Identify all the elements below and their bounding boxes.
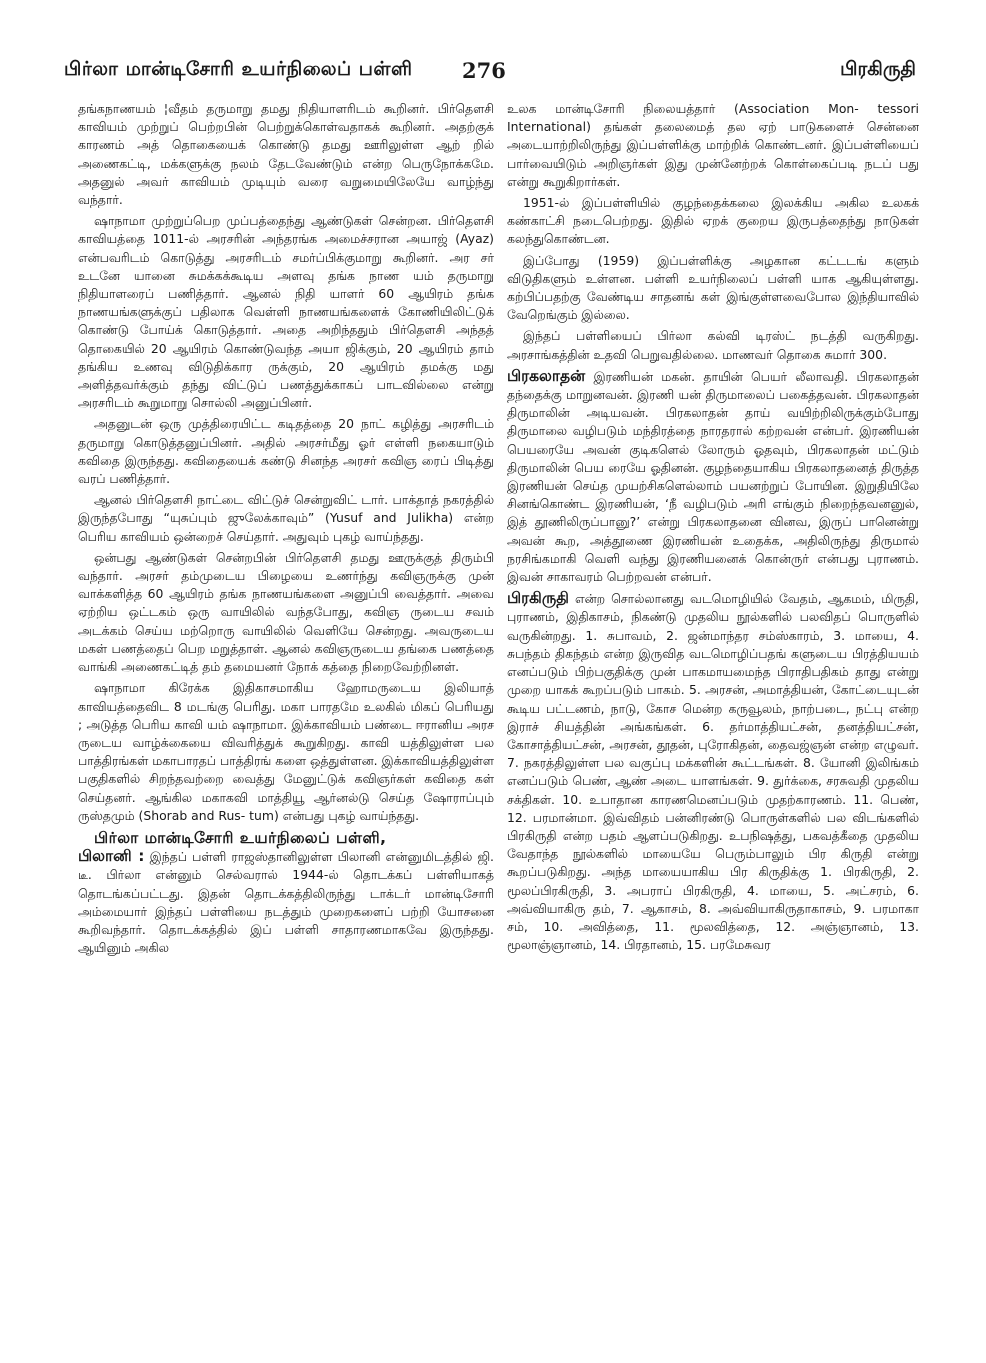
paragraph: ஆனல் பிர்தௌசி நாட்டை விட்டுச் சென்றுவிட் டார். பாக்தாத் நகரத்தில் இருந்தபோது “யுசுப்பும் ஜுலேக்காவும்” (Yusuf and Julikha) என்ற பெரிய காவியம் ஒன்றைச் செய்தார். அதுவும் புகழ் வாய்ந்தது.: [78, 492, 494, 544]
running-title: பிர்லா மான்டிசோரி உயர்நிலைப் பள்ளி: [64, 58, 413, 80]
paragraph: 1951-ல் இப்பள்ளியில் குழந்தைக்கலை இலக்கிய அகில உலகக் கண்காட்சி நடைபெற்றது. இதில் ஏறக் குறைய இருபத்தைந்து நாடுகள் கலந்துகொண்டன.: [507, 195, 919, 247]
paragraph: ஒன்பது ஆண்டுகள் சென்றபின் பிர்தௌசி தமது ஊருக்குத் திரும்பி வந்தார். அரசர் தம்முடைய பிழையை உணர்ந்து கவிஞருக்கு முன் வாக்களித்த 60 ஆயிரம் தங்க நாணயங்களை அனுப்பி வைத்தார். அவை ஏற்றிய ஒட்டகம் ஒரு வாயிலில் வந்தபோது, கவிஞ ருடைய சவம் அடக்கம் செய்ய மற்றொரு வாயிலில் வெளியே சென்றது. அவருடைய மகள் பணத்தைப் பெற மறுத்தாள். ஆனல் கவிஞருடைய தங்கை பணத்தை வாங்கி அணைகட்டித் தம் தமையனர் நோக் கத்தை நிறைவேற்றினள்.: [78, 549, 494, 675]
paragraph: ஷாநாமா முற்றுப்பெற முப்பத்தைந்து ஆண்டுகள் சென்றன. பிர்தௌசி காவியத்தை 1011-ல் அரசரின் அந்தரங்க அமைச்சரான அயாஜ் (Ayaz) என்பவரிடம் கொடுத்து அரசரிடம் சமர்ப்பிக்குமாறு கூறினர். அர சர் உடனே யானை சுமக்கக்கூடிய அளவு தங்க நாண யம் தருமாறு நிதியாளரைப் பணித்தார். ஆனல் நிதி யாளர் 60 ஆயிரம் தங்க நாணயங்களுக்குப் பதிலாக வெள்ளி நாணயங்களைக் கோணியிலிட்டுக் கொண்டு போய்க் கொடுத்தார். அதை அறிந்ததும் பிர்தௌசி அந்தத் தொகையில் 20 ஆயிரம் கொண்டுவந்த அயா ஜிக்கும், 20 ஆயிரம் தாம் தங்கிய உணவு விடுதிக்கார ருக்கும், 20 ஆயிரம் தமக்கு மது அளித்தவர்க்கும் தந்து விட்டுப் பணத்துக்காகப் பாடவில்லை என்று அரசரிடம் கூறுமாறு சொல்லி அனுப்பினர்.: [78, 213, 494, 411]
entry-paragraph: [507, 589, 919, 954]
left-column: [78, 100, 494, 1340]
page-number: 276: [462, 58, 506, 83]
entry-text: என்ற சொல்லானது வடமொழியில் வேதம், ஆகமம், மிருதி, புராணம், இதிகாசம், நிகண்டு முதலிய நூல்களில் பலவிதப் பொருளில் வருகின்றது. 1. சுபாவம், 2. ஜன்மாந்தர சம்ஸ்காரம், 3. மாயை, 4. சுபந்தம் திகந்தம் என்ற இருவித வடமொழிப்பதங் களுடைய பிரத்தியயம் எனப்படும் பிற்பகுதிக்கு முன் பாகமாயமைந்த பிராதிபதிகம் தாது என்று முறை யாகக் கூறப்படும் பாகம். 5. அரசன், அமாத்தியன், கோட்டையுடன் கூடிய பட்டணம், நாடு, கோச மென்ற கருவூலம், நாற்படை, நட்பு என்ற இராச் சியத்தின் அங்கங்கள். 6. தர்மாத்தியட்சன், தனத்தியட்சன், கோசாத்தியட்சன், அரசன், தூதன், புரோகிதன், தைவஜ்ஞன் என்ற எழுவர். 7. நகரத்திலுள்ள பல வகுப்பு மக்களின் கூட்டங்கள். 8. யோனி இலிங்கம் எனப்படும் பெண், ஆண் அடை யாளங்கள். 9. துர்க்கை, சரசுவதி முதலிய சக்திகள். 10. உபாதான காரணமெனப்படும் முதற்காரணம். 11. பெண், 12. பரமான்மா. இவ்விதம் பன்னிரண்டு பொருள்களில் பல விடங்களில் பிரகிருதி என்ற பதம் ஆளப்படுகிறது. உபநிஷத்து, பகவத்கீதை முதலிய வேதாந்த நூல்களில் மாயையே பெரும்பாலும் பிர கிருதி என்று கூறப்படுகிறது. அந்த மாயையாகிய பிர கிருதிக்கு 1. பிரகிருதி, 2. மூலப்பிரகிருதி, 3. அபராப் பிரகிருதி, 4. மாயை, 5. அட்சரம், 6. அவ்வியாகிரு தம், 7. ஆகாசம், 8. அவ்வியாகிருதாகாசம், 9. பரமாகா சம், 10. அவித்தை, 11. மூலவித்தை, 12. அஞ்ஞானம், 13. மூலாஞ்ஞானம், 14. பிரதானம், 15. பரமேசுவர: [507, 591, 919, 953]
entry-text: இரணியன் மகன். தாயின் பெயர் லீலாவதி. பிரகலாதன் தந்தைக்கு மாறுனவன். இரணி யன் திருமாலைப் பகைத்தவன். பிரகலாதன் திருமாலின் அடியவன். பிரகலாதன் தாய் வயிற்றிலிருக்கும்போது திருமாலை வழிபடும் மந்திரத்தை நாரதரால் கற்றவன் என்பர். இரணியன் பெயரையே அவன் குடிகளெல் லோரும் ஓதவும், பிரகலாதன் மட்டும் திருமாலின் பெய ரையே ஓதினன். குழந்தையாகிய பிரகலாதனைத் திருத்த இரணியன் செய்த முயற்சிகளெல்லாம் பயனற்றுப் போயின. இறுதியிலே சினங்கொண்ட இரணியன், ‘நீ வழிபடும் அரி எங்கும் நிறைந்தவனனுல், இத் தூணிலிருப்பானு?’ என்று பிரகலாதனை வினவ, இருப் பானென்று அவன் கூற, அத்தூணை இரணியன் உதைக்க, அதிலிருந்து திருமால் நரசிங்கமாகி வெளி வந்து இரணியனைக் கொன்ருர் என்பது புராணம். இவன் சாகாவரம் பெற்றவன் என்பர்.: [507, 368, 919, 585]
paragraph: ஷாநாமா கிரேக்க இதிகாசமாகிய ஹோமருடைய இலியாத் காவியத்தைவிட 8 மடங்கு பெரிது. மகா பாரதமே உலகில் மிகப் பெரியது ; அடுத்த பெரிய காவி யம் ஷாநாமா. இக்காவியம் பண்டை ஈரானிய அரச ருடைய வாழ்க்கையை விவரித்துக் கூறுகிறது. காவி யத்திலுள்ள பல பாத்திரங்கள் மகாபாரதப் பாத்திரங் களை ஒத்துள்ளன. இக்காவியத்திலுள்ள பகுதிகளில் சிறந்தவற்றை வைத்து மேனுட்டுக் கவிஞர்கள் கவிதை கள் செய்தனர். ஆங்கில மகாகவி மாத்தியூ ஆர்னல்டு செய்த ஷோராப்பும் ருஸ்தமும் (Shorab and Rus- tum) என்பது புகழ் வாய்ந்தது.: [78, 680, 494, 823]
entry-term: பிரகிருதி: [507, 589, 569, 608]
page-header: [64, 58, 916, 90]
entry-paragraph: [507, 367, 919, 586]
entry-term: பிலானி :: [78, 847, 145, 866]
paragraph: இந்தப் பள்ளியைப் பிர்லா கல்வி டிரஸ்ட் நடத்தி வருகிறது. அரசாங்கத்தின் உதவி பெறுவதில்லை. மாணவர் தொகை சுமார் 300.: [507, 328, 919, 362]
entry-heading: பிர்லா மான்டிசோரி உயர்நிலைப் பள்ளி,: [94, 828, 387, 847]
entry-text: இந்தப் பள்ளி ராஜஸ்தானிலுள்ள பிலானி என்னுமிடத்தில் ஜி. டீ. பிர்லா என்னும் செல்வரால் 1944-ல் தொடக்கப் பள்ளியாகத் தொடங்கப்பட்டது. இதன் தொடக்கத்திலிருந்து டாக்டர் மான்டிசோரி அம்மையார் இந்தப் பள்ளியை நடத்தும் முறைகளைப் பற்றி யோசனை கூறிவந்தார். தொடக்கத்தில் இப் பள்ளி சாதாரணமாகவே இருந்தது. ஆயினும் அகில: [78, 849, 494, 956]
right-column: [507, 100, 919, 1340]
paragraph: தங்கநாணயம் ¦வீதம் தருமாறு தமது நிதியாளரிடம் கூறினர். பிர்தௌசி காவியம் முற்றுப் பெற்றபின் பெற்றுக்கொள்வதாகக் கூறினர். அதற்குக் காரணம் அத் தொகையைக் கொண்டு தமது ஊரிலுள்ள ஆற் றில் அணைகட்டி, மக்களுக்கு நலம் தேடவேண்டும் என்ற பெருநோக்கமே. அதனுல் அவர் காவியம் முடியும் வரை வறுமையிலேயே வாழ்ந்து வந்தார்.: [78, 101, 494, 208]
paragraph: உலக மான்டிசோரி நிலையத்தார் (Association Mon- tessori International) தங்கள் தலைமைத் தல ஏற் பாடுகளைச் சென்னை அடையாற்றிலிருந்து இப்பள்ளிக்கு மாற்றிக் கொண்டனர். இப்பள்ளியைப் பார்வையிடும் அறிஞர்கள் இது முன்னேற்றக் கொள்கைப்படி நடப் பது என்று கூறுகிறார்கள்.: [507, 101, 919, 189]
entry-paragraph: [78, 847, 494, 957]
entry-term: பிரகலாதன்: [507, 366, 586, 385]
paragraph: அதனுடன் ஒரு முத்திரையிட்ட கடிதத்தை 20 நாட் கழித்து அரசரிடம் தருமாறு கொடுத்தனுப்பினர். அதில் அரசர்மீது ஓர் எள்ளி நகையாடும் கவிதை இருந்தது. கவிதையைக் கண்டு சினந்த அரசர் கவிஞ ரைப் பிடித்து வரப் பணித்தார்.: [78, 416, 494, 487]
right-running-title: பிரகிருதி: [840, 58, 916, 80]
paragraph: இப்போது (1959) இப்பள்ளிக்கு அழகான கட்டடங் களும் விடுதிகளும் உள்ளன. பள்ளி உயர்நிலைப் பள்ளி யாக ஆகியுள்ளது. கற்பிப்பதற்கு வேண்டிய சாதனங் கள் இங்குள்ளவைபோல இந்தியாவில் வேறெங்கும் இல்லை.: [507, 252, 919, 323]
